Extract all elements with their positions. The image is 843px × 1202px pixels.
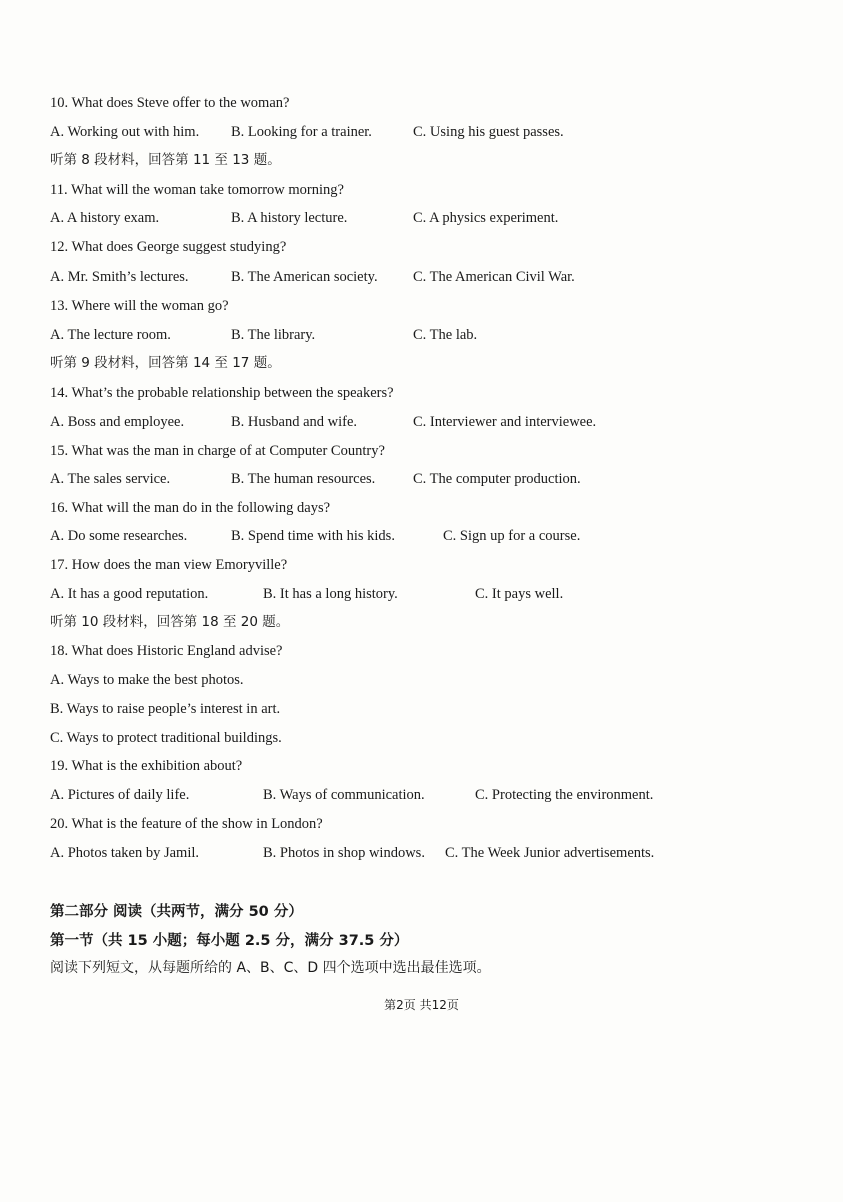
q17-option-b: B. It has a long history.	[263, 586, 398, 602]
q10-option-b: B. Looking for a trainer.	[231, 124, 372, 140]
q14-option-b: B. Husband and wife.	[231, 414, 358, 430]
q10-option-c: C. Using his guest passes.	[413, 124, 564, 140]
question-18: 18. What does Historic England advise?	[50, 643, 283, 659]
question-11: 11. What will the woman take tomorrow morning?	[50, 182, 344, 198]
question-15: 15. What was the man in charge of at Computer Country?	[50, 443, 385, 459]
q17-option-c: C. It pays well.	[475, 586, 564, 602]
q19-option-c: C. Protecting the environment.	[475, 787, 654, 803]
q20-option-a: A. Photos taken by Jamil.	[50, 845, 200, 861]
question-12: 12. What does George suggest studying?	[50, 239, 287, 255]
q15-option-a: A. The sales service.	[50, 471, 171, 487]
q19-option-a: A. Pictures of daily life.	[50, 787, 190, 803]
reading-section-title: 第一节（共 15 小题；每小题 2.5 分，满分 37.5 分）	[50, 933, 409, 949]
reading-part-title: 第二部分 阅读（共两节，满分 50 分）	[50, 904, 303, 920]
q11-option-c: C. A physics experiment.	[413, 210, 559, 226]
q12-option-c: C. The American Civil War.	[413, 269, 575, 285]
q12-option-a: A. Mr. Smith’s lectures.	[50, 269, 189, 285]
reading-instruction: 阅读下列短文，从每题所给的 A、B、C、D 四个选项中选出最佳选项。	[50, 960, 491, 976]
q15-option-b: B. The human resources.	[231, 471, 376, 487]
q15-option-c: C. The computer production.	[413, 471, 581, 487]
q17-option-a: A. It has a good reputation.	[50, 586, 209, 602]
instruction-passage-9: 听第 9 段材料，回答第 14 至 17 题。	[50, 355, 281, 371]
q13-option-c: C. The lab.	[413, 327, 478, 343]
q12-option-b: B. The American society.	[231, 269, 378, 285]
q20-option-b: B. Photos in shop windows.	[263, 845, 425, 861]
q14-option-c: C. Interviewer and interviewee.	[413, 414, 597, 430]
page-footer: 第2页 共12页	[384, 998, 459, 1012]
instruction-passage-10: 听第 10 段材料，回答第 18 至 20 题。	[50, 614, 290, 630]
q18-option-b: B. Ways to raise people’s interest in art.	[50, 701, 281, 717]
question-16: 16. What will the man do in the following days?	[50, 500, 331, 516]
q11-option-a: A. A history exam.	[50, 210, 160, 226]
q18-option-c: C. Ways to protect traditional buildings.	[50, 730, 282, 746]
q11-option-b: B. A history lecture.	[231, 210, 348, 226]
instruction-passage-8: 听第 8 段材料，回答第 11 至 13 题。	[50, 152, 281, 168]
q18-option-a: A. Ways to make the best photos.	[50, 672, 244, 688]
question-17: 17. How does the man view Emoryville?	[50, 557, 288, 573]
question-20: 20. What is the feature of the show in London?	[50, 816, 323, 832]
question-10: 10. What does Steve offer to the woman?	[50, 95, 290, 111]
q14-option-a: A. Boss and employee.	[50, 414, 185, 430]
q10-option-a: A. Working out with him.	[50, 124, 200, 140]
q20-option-c: C. The Week Junior advertisements.	[445, 845, 655, 861]
q16-option-c: C. Sign up for a course.	[443, 528, 581, 544]
q13-option-a: A. The lecture room.	[50, 327, 171, 343]
q16-option-a: A. Do some researches.	[50, 528, 188, 544]
question-14: 14. What’s the probable relationship between the speakers?	[50, 385, 394, 401]
q19-option-b: B. Ways of communication.	[263, 787, 425, 803]
question-19: 19. What is the exhibition about?	[50, 758, 243, 774]
q13-option-b: B. The library.	[231, 327, 316, 343]
question-13: 13. Where will the woman go?	[50, 298, 229, 314]
q16-option-b: B. Spend time with his kids.	[231, 528, 395, 544]
